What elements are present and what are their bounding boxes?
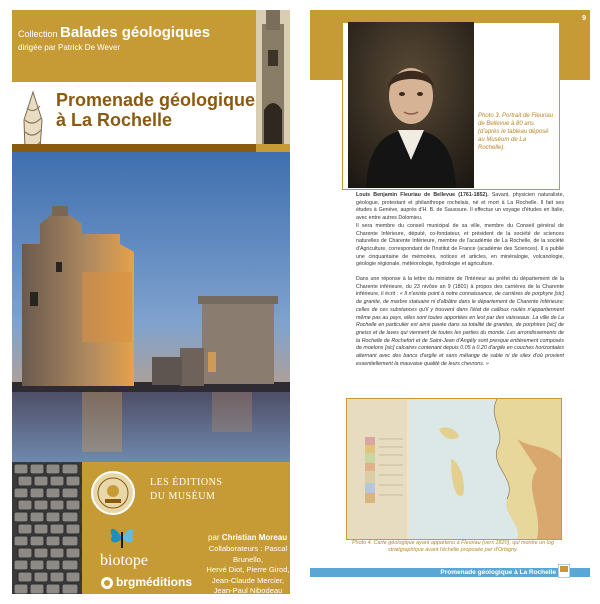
biography-text [356, 192, 564, 375]
collaborators-line: Collaborateurs : Pascal Brunello, [208, 544, 288, 564]
collection-name: Balades géologiques [60, 24, 211, 41]
museum-seal-logo [90, 470, 136, 516]
paragraph [356, 192, 564, 269]
geological-map-image [347, 399, 561, 539]
collaborators-line: Hervé Diot, Pierre Girod, [206, 565, 290, 574]
cover-title-line2: à La Rochelle [56, 110, 173, 130]
cobblestones-image [12, 462, 82, 594]
publisher-line1: LES ÉDITIONS [150, 477, 223, 488]
bio-name: Louis Benjamin Fleuriau de Bellevue (1761-1852). [356, 192, 489, 198]
author-line [208, 533, 287, 542]
page-number: 9 [582, 15, 586, 22]
geological-map-frame [346, 398, 562, 540]
lantern-tower-image [256, 10, 290, 144]
title-strip [12, 144, 256, 152]
collection-prefix: Collection [18, 29, 58, 39]
cover-title-line1: Promenade géologique [56, 90, 256, 110]
letter-quote: « Il n'existe point à notre connaissance, de carrières de porphyre [sic] de granite, de marbre statuaire ni d'albâtre dans le département de Charente Inférieure; celles de ces substances qu'il y trouvent dans l'état de cailloux roulés n'appartiennent même pas au pays, elles sont toutes apportées en lest par des vaisseaux. La ville de La Rochelle en particulier est ainsi pavée dans sa totalité de granites, de porphires [sic] de gneiss et de laves qui viennent de toutes les parties du monde. Les arrondissements de la Rochelle de Rochefort et de Saint-Jean d'Angély sont presque entièrement composés de moelons [sic] calcaires contenant depuis 0.05 à 0.20 d'argile en couches horizontales alternant avec des bancs d'argile et sans mélange de sable ni de silex d'où provient essentiellement la mauvaise qualité de leurs chevrons. » [356, 291, 564, 367]
publisher-line2: DU MUSÉUM [150, 491, 216, 502]
collaborators [206, 544, 290, 594]
harbour-towers-photo [12, 152, 290, 462]
portrait-painting [348, 22, 474, 188]
author-prefix: par [208, 533, 220, 542]
author-name: Christian Moreau [221, 533, 288, 542]
collection-line [18, 24, 210, 41]
brgm-logo: brgméditions [116, 575, 193, 589]
running-footer: Promenade géologique à La Rochelle [440, 569, 556, 576]
biotope-logo: biotope [100, 552, 148, 569]
book-page [310, 10, 590, 594]
collection-badge-icon [558, 564, 570, 578]
book-cover [12, 10, 290, 594]
photo4-caption: Photo 4. Carte géologique ayant appartenu à Fleuriau (vers 1820), qui montre un log stratigraphique avant l'échelle proposée par d'Orbigny. [352, 540, 554, 554]
photo3-caption: Photo 3. Portrait de Fleuriau de Bellevue à 80 ans (d'après le tableau déposé au Muséum de La Rochelle). [478, 113, 554, 151]
bio-text: Savant, physicien naturaliste, géologue, protestant et philanthrope rochelais, né et mort à La Rochelle. Il fait ses études à Genève, auprès d'H. B. de Saussure. Il effectue un voyage d'études en Italie, avec entre autres Dolomieu. [356, 192, 565, 222]
butterfly-icon [108, 522, 136, 552]
paragraph [356, 276, 564, 368]
collaborators-line: Jean-Paul Nibodeau [213, 586, 283, 594]
collection-director: dirigée par Patrick De Wever [18, 43, 121, 52]
letter-intro: Dans une réponse à la lettre du ministre de l'Intérieur au préfet du département de la Charente inférieure, du 23 nivôse an 9 (1801) à propos des carrières de la Charente inférieure, il écrit : [356, 276, 564, 298]
stratigraphic-log [365, 437, 375, 503]
brgm-logo-icon [100, 576, 114, 590]
cover-title [56, 90, 256, 130]
bio-text-2: Il sera membre du conseil municipal de sa ville, membre du Conseil général de Charente Inférieure, député, co-fondateur, et président de la société de sciences naturelles de Charente Inférieure, membre de l'académie de La Rochelle, de la société d'Agriculture, correspondant de l'Institut de France (académie des Sciences). Il a publié une cinquantaine de mémoires, notices et articles, en minéralogie, volcanologie, géologie régionale, météorologie, hydrologie et agriculture. [356, 222, 564, 268]
collaborators-line: Jean-Claude Mercier, [211, 575, 285, 585]
